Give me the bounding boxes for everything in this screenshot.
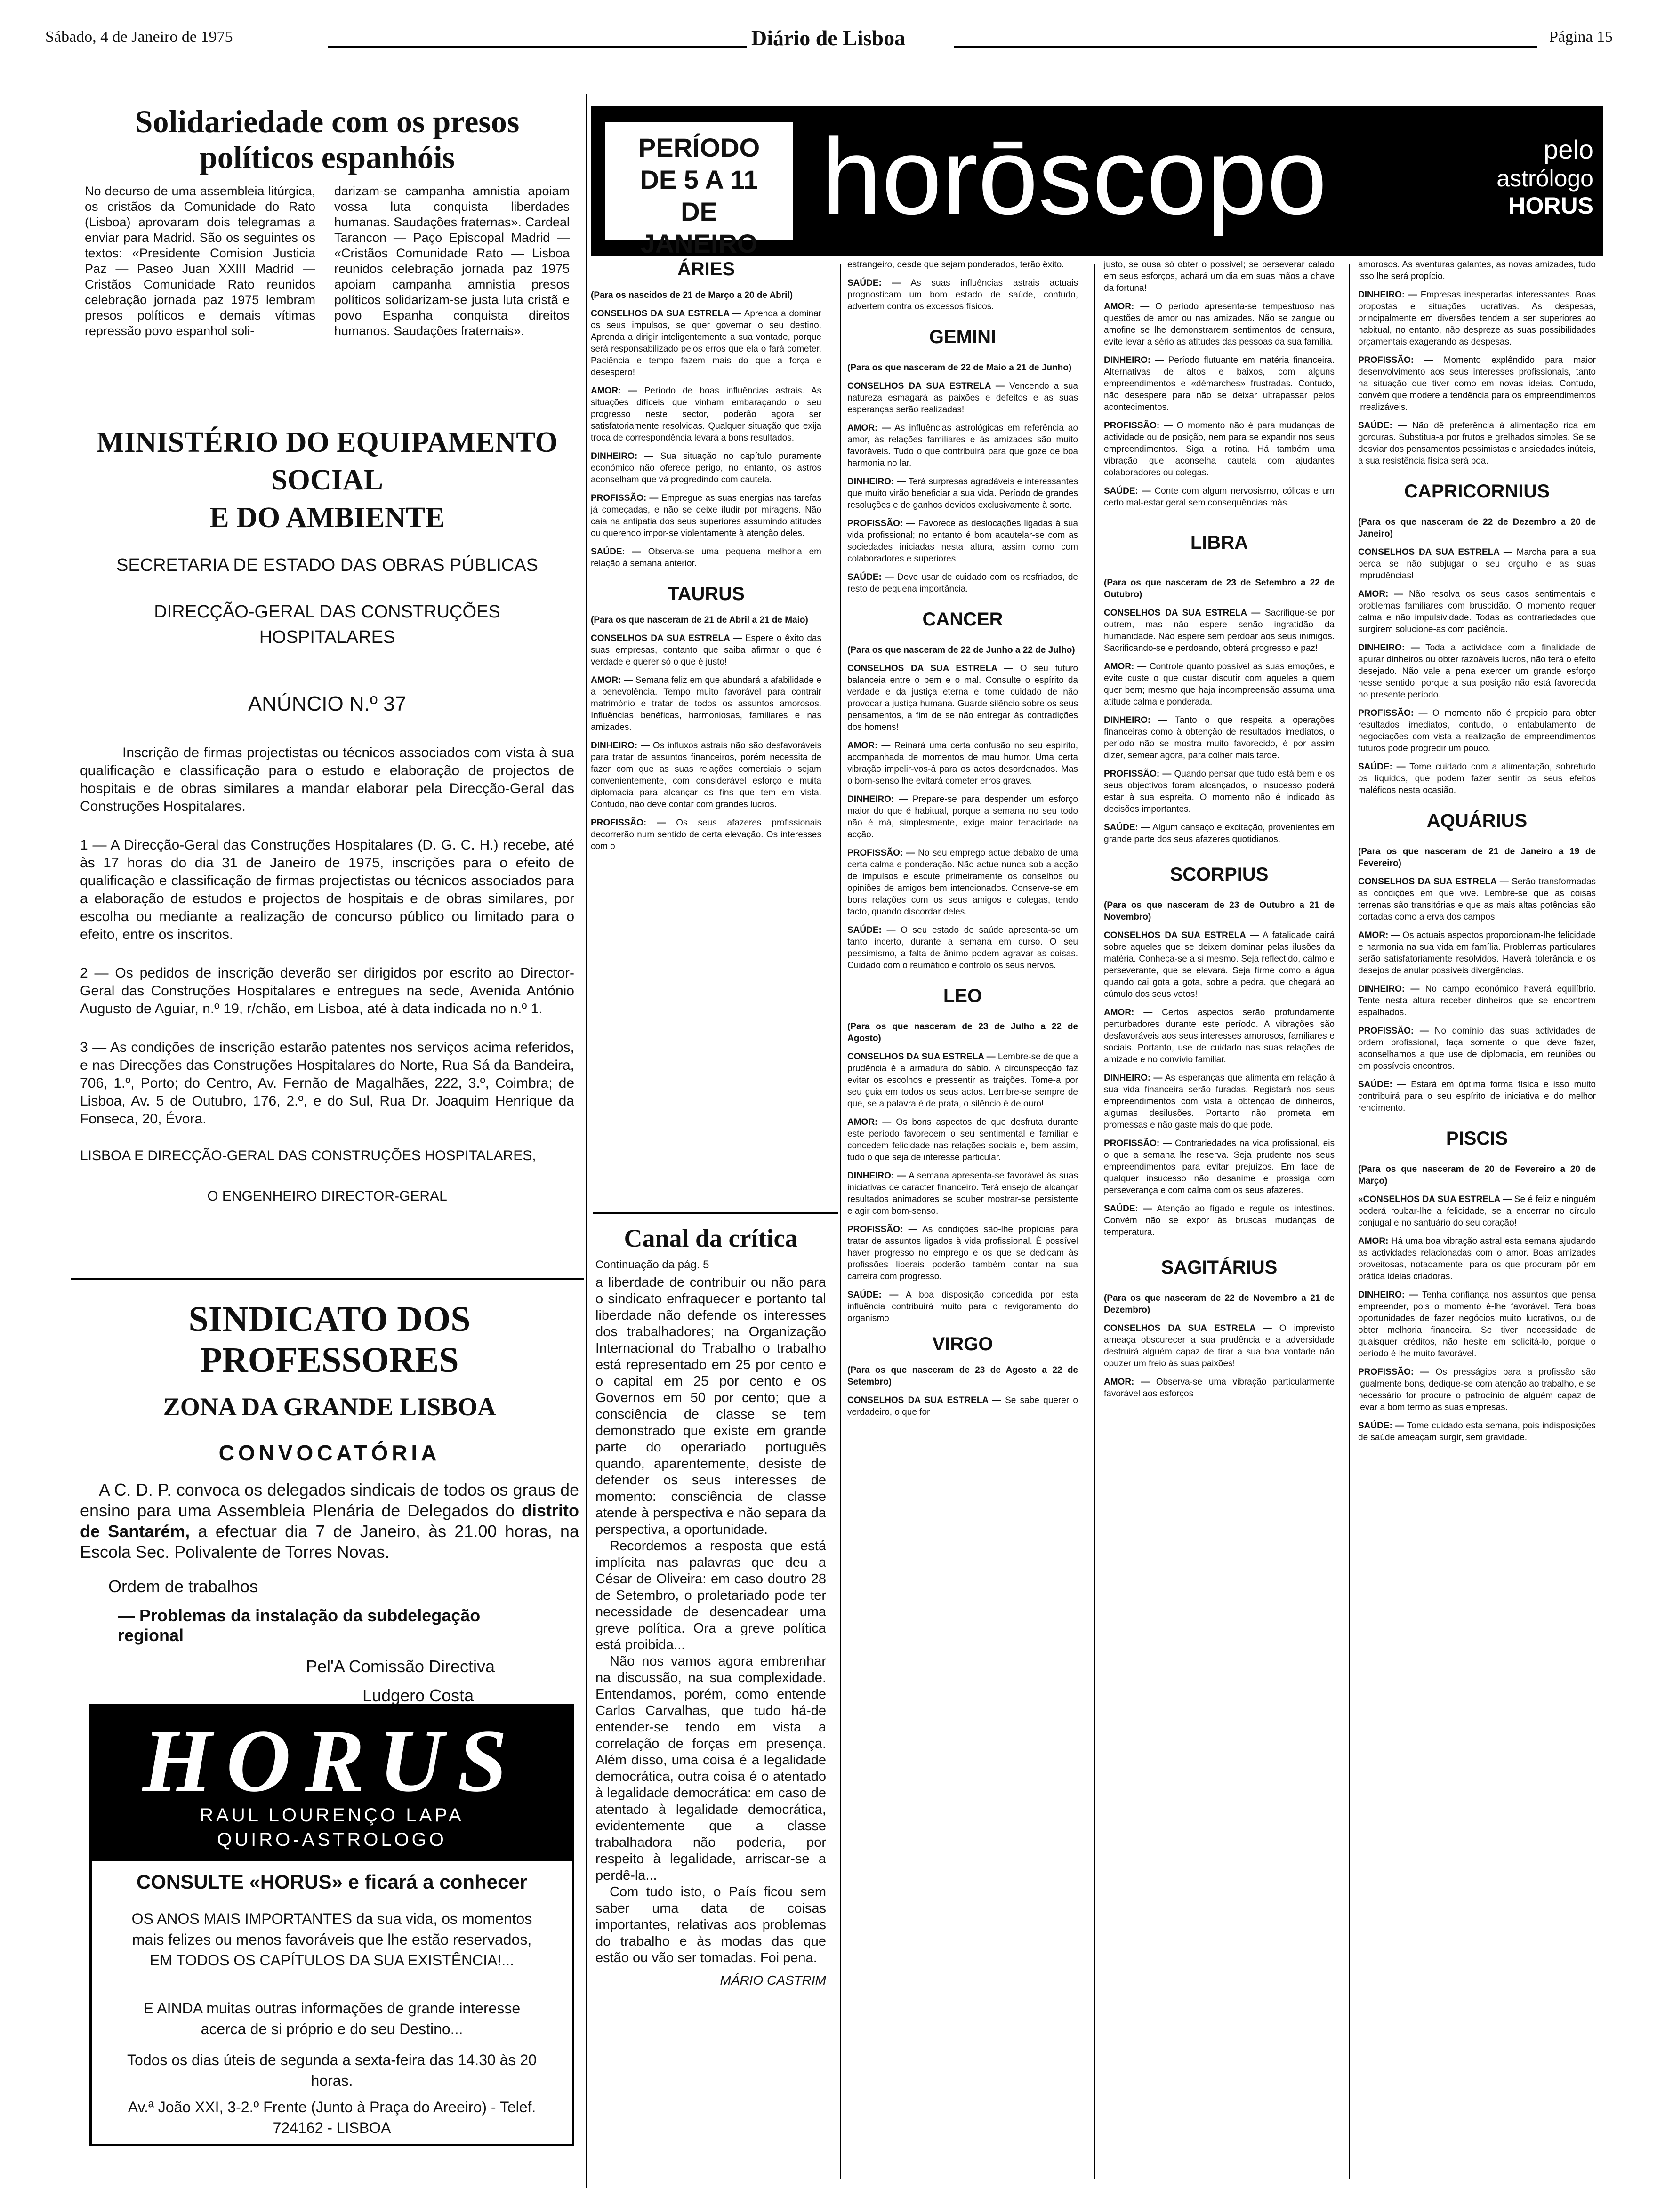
horoscopo-masthead [591,106,1603,256]
conselhos-paragraph: CONSELHOS DA SUA ESTRELA — Serão transformadas as condições em que vive. Lembre-se que as coisas terrenas são transitórias e que as mais altas potências são cortadas como a erva dos campos! [1358,877,1596,922]
profissao-paragraph: PROFISSÃO: — Empregue as suas energias nas tarefas já começadas, e não se deixe iludir por miragens. Não caia na antipatia dos seus superiores assumindo atitudes ou querendo impor-se violentamente à atenção deles. [591,493,821,538]
amor-paragraph: AMOR: — O período apresenta-se tempestuoso nas questões de amor ou nas amizades. Não se zangue ou amofine se lhe demonstrarem sentimentos de censura, evite levar a sério as atitudes das pessoas da sua família. [1104,302,1335,347]
horoscope-column-1 [591,259,822,1200]
sindicato-subtitle: ZONA DA GRANDE LISBOA [163,1393,496,1421]
ministerio-signature: O ENGENHEIRO DIRECTOR-GERAL [207,1188,447,1204]
sign-dates: (Para os que nasceram de 23 de Agosto a 22 de Setembro) [847,1365,1078,1387]
conselhos-paragraph: CONSELHOS DA SUA ESTRELA — Marcha para a sua perda se não subjugar o seu orgulho e as suas imprudências! [1358,547,1596,581]
conselhos-paragraph: CONSELHOS DA SUA ESTRELA — O imprevisto ameaça obscurecer a sua prudência e a adversidade destruirá alguém capaz de tirar a sua boa vontade não opuzer um freio às suas paixões! [1104,1323,1335,1369]
profissao-paragraph: PROFISSÃO: — Os presságios para a profissão são igualmente bons, dedique-se com atenção ao trabalho, e se necessário for procure o patrocínio de alguém capaz de levar a bom termo as suas empresas. [1358,1367,1596,1412]
amor-paragraph: AMOR: — Período de boas influências astrais. As situações difíceis que vinham embaraçando o seu progresso neste sector, poderão agora ser satisfatoriamente resolvidas. Qualquer situação que exija troca de correspondência levará a bons resultados. [591,386,822,443]
sindicato-convocatoria: CONVOCATÓRIA [218,1441,441,1465]
amor-paragraph: AMOR: — Não resolva os seus casos sentimentais e problemas familiares com bruscidão. O momento requer calma e não impulsividade. Todas as contrariedades que surgirem solucione-as com paciência. [1358,589,1596,634]
solidariedade-col1: No decurso de uma assembleia litúrgica, os cristãos da Comunidade do Rato (Lisboa) aprovaram dois telegramas a enviar para Madrid. São os seguintes os textos: «Presidente Comision Justicia Paz — Paseo Juan XXIII Madrid — Cristãos Comunidade Rato reunidos celebração jornada paz 1975 lembram presos políticos e demais vítimas repressão povo espanhol soli- [85,184,315,338]
dinheiro-paragraph: DINHEIRO: — Tenha confiança nos assuntos que pensa empreender, pois o momento é-lhe favorável. Terá boas oportunidades de fazer negócios muito lucrativos, ou de obter melhoria financeira. Se tiver necessidade de quaisquer créditos, não hesite em solicitá-lo, porque o período é-lhe muito favorável. [1358,1290,1596,1359]
profissao-paragraph: PROFISSÃO: — Favorece as deslocações ligadas à sua vida profissional; no entanto é bom acautelar-se com as sociedades iniciadas nesta altura, assim como com colaboradores e superiores. [847,519,1078,564]
horus-logo: HORUS [142,1712,522,1811]
profissao-paragraph: PROFISSÃO: — Momento explêndido para maior desenvolvimento aos seus interesses profissionais, tanto na situação que tiver como em novas ideias. Contudo, convém que modere a tendência para os empreendimentos irrealizáveis. [1358,355,1596,412]
sign-title-piscis: PISCIS [1446,1128,1508,1149]
profissao-paragraph: PROFISSÃO: — Os seus afazeres profissionais decorrerão num sentido de certa elevação. Os interesses com o [591,818,821,851]
header-paper: Diário de Lisboa [751,26,906,50]
canal-critica-article [595,1224,826,2174]
horus-headline: CONSULTE «HORUS» e ficará a conhecer [136,1871,528,1893]
amor-paragraph: AMOR: — Controle quanto possível as suas emoções, e evite custe o que custar discutir com aqueles a quem quer bem; mesmo que haja incompreensão assuma uma atitude calma e ponderada. [1104,662,1335,707]
conselhos-paragraph: CONSELHOS DA SUA ESTRELA — Vencendo a sua natureza esmagará as paixões e defeitos e as suas esperanças serão realizadas! [847,381,1078,415]
ministerio-direccao: DIRECÇÃO-GERAL DAS CONSTRUÇÕES HOSPITALARES [154,602,500,647]
ministerio-closing: LISBOA E DIRECÇÃO-GERAL DAS CONSTRUÇÕES HOSPITALARES, [80,1148,536,1163]
sign-dates: (Para os que nasceram de 22 de Novembro a 21 de Dezembro) [1104,1293,1335,1315]
horoscope-column-3 [1104,259,1335,2179]
profissao-paragraph: PROFISSÃO: — Contrariedades na vida profissional, eis o que a semana lhe reserva. Seja prudente nos seus empreendimentos para evitar prejuízos. Em face de qualquer insucesso não desanime e prossiga com perseverança e com calma com os seus afazeres. [1104,1138,1335,1195]
saude-paragraph: SAÚDE: — Conte com algum nervosismo, cólicas e um certo mal-estar geral sem consequências más. [1104,486,1335,508]
horus-role: QUIRO-ASTROLOGO [217,1829,447,1850]
amor-paragraph: AMOR: — Os bons aspectos de que desfruta durante este período favorecem o seu sentimental e familiar e concedem felicidade nas relações sociais e, bem assim, tudo o que seja de interesse particular. [847,1117,1078,1162]
sign-title-gemini: GEMINI [929,327,997,347]
sign-title-aries: ÁRIES [677,259,735,280]
solidariedade-article [85,104,570,433]
dinheiro-paragraph: DINHEIRO: — Período flutuante em matéria financeira. Alternativas de altos e baixos, com alguns empreendimentos e «démarches» frustradas. Contudo, não desespere para não se deixar ultrapassar pelos acontecimentos. [1104,355,1335,412]
ministerio-intro: Inscrição de firmas projectistas ou técnicos associados com vista à sua qualificação e classificação para o estudo e elaboração de projectos de hospitais e de obras similares a mandar elaborar pela Direcção-Geral das Construções Hospitalares. [80,745,574,814]
profissao-paragraph: PROFISSÃO: — No seu emprego actue debaixo de uma certa calma e ponderação. Não actue nunca sob a acção de impulsos e escute primeiramente os conselhos ou opiniões de amigos bem intencionados. Conserve-se em bons relações com os seus amigos e colegas, tendo tacto, quando discordar deles. [847,848,1078,917]
conselhos-paragraph: «CONSELHOS DA SUA ESTRELA — Se é feliz e ninguém poderá roubar-lhe a felicidade, se a encerrar no círculo conjugal e no santuário do seu coração! [1358,1194,1596,1228]
sign-dates: (Para os que nasceram de 23 de Setembro a 22 de Outubro) [1104,578,1335,600]
dinheiro-paragraph: DINHEIRO: — Sua situação no capítulo puramente económico não oferece perigo, no entanto, os astros aconselham que vá progredindo com cautela. [591,451,821,485]
horus-logo-band [92,1706,572,1861]
sign-title-aquarius: AQUÁRIUS [1426,810,1528,831]
amor-paragraph: AMOR: — Semana feliz em que abundará a afabilidade e a benevolência. Tempo muito favorável para contrair matrimónio e tratar de todos os assuntos amorosos. Influências benéficas, harmoniosas, familiares e nas amizades. [591,675,821,732]
dinheiro-paragraph: DINHEIRO: — A semana apresenta-se favorável às suas iniciativas de carácter financeiro. Terá ensejo de alcançar resultados animadores se souber mostrar-se persistente e agir com bom-senso. [847,1171,1078,1216]
virgo-lead: justo, se ousa só obter o possível; se perseverar calado em seus esforços, achará um dia em suas mãos a chave da fortuna! [1104,260,1335,293]
horoscopo-title: horōscopo [821,116,1327,237]
sindicato-text-bold: distrito de Santarém, [80,1501,579,1541]
sign-dates: (Para os que nasceram de 23 de Outubro a 21 de Novembro) [1104,900,1335,922]
dinheiro-paragraph: DINHEIRO: — No campo económico haverá equilíbrio. Tente nesta altura receber dinheiros que se encontrem espalhados. [1358,984,1596,1018]
ministerio-title: MINISTÉRIO DO EQUIPAMENTO SOCIAL [97,426,558,496]
sindicato-text-before: A C. D. P. convoca os delegados sindicais de todos os graus de ensino para uma Assembleia Plenária de Delegados do [80,1480,579,1520]
horoscopo-period: PERÍODO DE 5 A 11 DE JANEIRO [638,133,760,258]
ministerio-item: 1 — A Direcção-Geral das Construções Hospitalares (D. G. C. H.) recebe, até às 17 horas do dia 31 de Janeiro de 1975, inscrições para o efeito de qualificação e classificação de firmas projectistas ou técnicos associados para a elaboração de estudos e projectos de hospitais e de obras similares, por escolha ou mediante a realização de concurso público ou limitado para o efeito, entre os inscritos. [80,837,574,942]
gemini-lead: estrangeiro, desde que sejam ponderados, terão êxito. [847,260,1064,270]
ministerio-title-2: E DO AMBIENTE [209,502,445,534]
saude-paragraph: SAÚDE: — Observa-se uma pequena melhoria em relação à semana anterior. [591,547,821,569]
horus-address: Av.ª João XXI, 3-2.º Frente (Junto à Praça do Areeiro) - Telef. 724162 - LISBOA [128,2099,536,2136]
header-rule [954,46,1537,48]
horoscope-column-2 [847,259,1078,2179]
sign-title-virgo: VIRGO [932,1334,993,1354]
saude-paragraph: SAÚDE: — As suas influências astrais actuais prognosticam um bom estado de saúde, contudo, advertem contra os excessos físicos. [847,278,1078,312]
sign-title-capricornius: CAPRICORNIUS [1404,481,1550,502]
amor-paragraph: AMOR: Há uma boa vibração astral esta semana ajudando as actividades relacionadas com o amor. Boas amizades proveitosas, notadamente, para os que procuram pôr em prática ideias criadoras. [1358,1236,1596,1282]
conselhos-paragraph: CONSELHOS DA SUA ESTRELA — Sacrifique-se por outrem, mas não espere senão ingratidão da humanidade. Não espere sem perdoar aos seus inimigos. Sacrificando-se e perdoando, obterá progresso e paz! [1104,608,1335,653]
sign-dates: (Para os nascidos de 21 de Março a 20 de Abril) [591,290,793,300]
saude-paragraph: SAÚDE: — O seu estado de saúde apresenta-se um tanto incerto, durante a semana em curso. O seu pessimismo, a falta de ânimo podem agravar as coisas. Cuidado com o reumático e controlo os seus nervos. [847,925,1078,970]
section-divider [71,1278,584,1280]
solidariedade-col2: darizam-se campanha amnistia apoiam vossa luta conquista liberdades humanas. Saudações fraternas». Cardeal Tarancon — Paço Episcopal Madrid — «Cristãos Comunidade Rato — Lisboa reunidos celebração jornada paz 1975 apoiam campanha amnistia presos políticos solidarizam-se justa luta cristã e povo Espanha conquista direitos humanos. Saudações fraternais». [334,184,570,338]
amor-paragraph: AMOR: — Reinará uma certa confusão no seu espírito, acompanhada de momentos de mau humor. Uma certa vibração impelir-vos-á para os actos desordenados. Mas o bom-senso lhe evitará cometer erros graves. [847,741,1078,786]
sign-title-libra: LIBRA [1190,532,1248,553]
canal-p4: Com tudo isto, o País ficou sem saber uma data de coisas importantes, relativas aos problemas do trabalho e às modas das que estão ou vão ser tomadas. Foi pena. [595,1884,826,1965]
profissao-paragraph: PROFISSÃO: — No domínio das suas actividades de ordem profissional, faça somente o que deve fazer, aconselhamos a que use de diplomacia, em reuniões ou em possíveis encontros. [1358,1026,1596,1071]
horoscope-column-4 [1358,259,1596,2179]
sign-dates: (Para os que nasceram de 21 de Janeiro a 19 de Fevereiro) [1358,847,1596,868]
dinheiro-paragraph: DINHEIRO: — Os influxos astrais não são desfavoráveis para tratar de assuntos financeiros, porém necessita de fazer com que as suas relações comerciais o sejam convenientemente, com considerável esforço e muita diplomacia para alcançar os fins que tem em vista. Contudo, não deve contar com grandes lucros. [591,741,821,809]
horoscopo-by3: HORUS [1508,192,1593,219]
sindicato-notice [80,1299,579,1705]
conselhos-paragraph: CONSELHOS DA SUA ESTRELA — Lembre-se de que a prudência é a armadura do sábio. A circunspecção faz evitar os escolhos e pressentir as traições. Tome-a por seu guia em todos os seus actos. Lembre-se sempre de que, se a palavra é de prata, o silêncio é de ouro! [847,1052,1078,1109]
dinheiro-paragraph: DINHEIRO: — As esperanças que alimenta em relação à sua vida financeira serão furadas. Registará nos seus empreendimentos com vista a obtenção de dinheiros, algumas desilusões. Portanto não prometa em promessas e não gaste mais do que pode. [1104,1073,1335,1130]
amor-paragraph: AMOR: — Os actuais aspectos proporcionam-lhe felicidade e harmonia na sua vida em família. Problemas particulares serão satisfatoriamente resolvidos. Haverá tolerância e os desejos de anular possíveis divergências. [1358,930,1596,976]
saude-paragraph: SAÚDE: — Atenção ao fígado e regule os intestinos. Convém não se expor às bruscas mudanças de temperatura. [1104,1204,1335,1237]
amor-paragraph: AMOR: — Certos aspectos serão profundamente perturbadores durante este período. A vibrações são desfavoráveis aos seus interesses amorosos, familiares e sociais. Portanto, use de cuidado nas suas relações de amizade e no convívio familiar. [1104,1008,1335,1065]
dinheiro-paragraph: DINHEIRO: — Prepare-se para despender um esforço maior do que é habitual, porque a semana no seu todo não é má, simplesmente, exige maior tenacidade na acção. [847,794,1078,840]
conselhos-paragraph: CONSELHOS DA SUA ESTRELA — A fatalidade cairá sobre aqueles que se deixem dominar pelas ilusões da matéria. Conheça-se a si mesmo. Seja reflectido, calmo e perseverante, que se elevará. Seja firme como a água quando cai gota a gota, sobre a pedra, que chegará ao cúmulo dos seus votos! [1104,930,1335,999]
column-divider [586,94,587,2188]
profissao-paragraph: PROFISSÃO: — O momento não é propício para obter resultados imediatos, contudo, o entabulamento de negociações com vista a realização de empreendimentos futuros pode progredir um pouco. [1358,708,1596,753]
horoscopo-by2: astrólogo [1496,165,1593,192]
column-divider [1349,264,1350,2179]
amor-paragraph: AMOR: — Observa-se uma vibração particularmente favorável aos esforços [1104,1377,1335,1399]
sign-dates: (Para os que nasceram de 21 de Abril a 21 de Maio) [591,615,808,625]
ministerio-anuncio: ANÚNCIO N.º 37 [248,692,407,715]
sign-dates: (Para os que nasceram de 20 de Fevereiro a 20 de Março) [1358,1164,1596,1186]
sign-title-taurus: TAURUS [668,584,745,604]
column-divider [840,264,841,2179]
sindicato-ordem-item: — Problemas da instalação da subdelegação regional [118,1606,481,1645]
sign-dates: (Para os que nasceram de 22 de Dezembro a 20 de Janeiro) [1358,517,1596,539]
conselhos-paragraph: CONSELHOS DA SUA ESTRELA — Espere o êxito das suas empresas, contanto que saiba afirmar o que é verdade e querer só o que é justo! [591,633,822,667]
horoscopo-period-box [605,122,793,258]
sign-title-sagitarius: SAGITÁRIUS [1161,1257,1278,1278]
dinheiro-paragraph: DINHEIRO: — Empresas inesperadas interessantes. Boas propostas e situações lucrativas. As despesas, principalmente em diversões tendem a ser superiores ao habitual, no entanto, não despreze as suas possibilidades orçamentais exagerando as despesas. [1358,290,1596,347]
horus-name: RAUL LOURENÇO LAPA [200,1805,464,1826]
page-header [45,25,1613,54]
header-rule [328,46,747,48]
conselhos-paragraph: CONSELHOS DA SUA ESTRELA — Aprenda a dominar os seus impulsos, se quer governar o seu destino. Aprenda a dirigir inteligentemente a sua vontade, porque será responsabilizado pelos erros que ela o fará cometer. Paciência e tempo fazem mais do que a força e desespero! [591,309,822,377]
sign-title-leo: LEO [943,986,982,1006]
profissao-paragraph: PROFISSÃO: — O momento não é para mudanças de actividade ou de posição, nem para se expandir nos seus empreendimentos. Siga a rotina. Há também uma vibração que aconselha cautela com ajudantes colaboradores ou colegas. [1104,421,1335,478]
sign-dates: (Para os que nasceram de 23 de Julho a 22 de Agosto) [847,1022,1078,1043]
conselhos-paragraph: CONSELHOS DA SUA ESTRELA — O seu futuro balanceia entre o bem e o mal. Consulte o espírito da verdade e da justiça eterna e tome cuidado de não provocar a justiça humana. Guarde silêncio sobre os seus pensamentos, a fim de se não entregar às contradições dos homens! [847,664,1078,732]
horoscopo-byline [1448,134,1593,219]
dinheiro-paragraph: DINHEIRO: — Terá surpresas agradáveis e interessantes que muito virão beneficiar a sua vida. Período de grandes resoluções e de ganhos devidos exclusivamente à sorte. [847,477,1078,510]
sign-dates: (Para os que nasceram de 22 de Junho a 22 de Julho) [847,645,1075,655]
canal-p2: Recordemos a resposta que está implícita nas palavras que deu a César de Oliveira: em caso doutro 28 de Setembro, o proletariado pode ter necessidade de desencadear uma greve política. Ora a greve política está proibida... [595,1539,826,1652]
saude-paragraph: SAÚDE: — Algum cansaço e excitação, provenientes em grande parte dos seus afazeres quotidianos. [1104,823,1335,844]
sindicato-nome: Ludgero Costa [362,1686,474,1705]
horoscopo-by1: pelo [1544,135,1593,164]
saude-paragraph: SAÚDE: — Deve usar de cuidado com os resfriados, de resto de pequena importância. [847,572,1078,594]
ministerio-item: 3 — As condições de inscrição estarão patentes nos serviços acima referidos, e nas Direcções das Construções Hospitalares do Norte, Rua Sá da Bandeira, 706, 1.º, Porto; do Centro, Av. Fernão de Magalhães, 222, 3.º, Coimbra; de Lisboa, Av. 5 de Outubro, 176, 2.º, e do Sul, Rua Dr. Joaquim Henrique da Fonseca, 20, Évora. [80,1040,574,1127]
ministerio-announcement [80,424,574,1261]
saude-paragraph: SAÚDE: — A boa disposição concedida por esta influência contribuirá muito para o revigoramento do organismo [847,1290,1078,1323]
canal-continuation: Continuação da pág. 5 [595,1258,709,1271]
sindicato-comissao: Pel'A Comissão Directiva [306,1657,495,1676]
sign-dates: (Para os que nasceram de 22 de Maio a 21 de Junho) [847,363,1072,373]
sindicato-title: SINDICATO DOS PROFESSORES [188,1299,471,1380]
horus-p1: OS ANOS MAIS IMPORTANTES da sua vida, os momentos mais felizes ou menos favoráveis que lhe estão reservados, EM TODOS OS CAPÍTULOS DA SUA EXISTÊNCIA!... [131,1910,532,1969]
dinheiro-paragraph: DINHEIRO: — Toda a actividade com a finalidade de apurar dinheiros ou obter razoáveis lucros, não terá o efeito desejado. Não vale a pena exercer um grande esforço nesse sentido, porque a sua posição não está favorecida no presente período. [1358,643,1596,700]
saude-paragraph: SAÚDE: — Tome cuidado esta semana, pois indisposições de saúde ameaçam surgir, sem gravidade. [1358,1421,1596,1443]
column-divider [1094,264,1095,2179]
sindicato-text-after: a efectuar dia 7 de Janeiro, às 21.00 horas, na Escola Sec. Polivalente de Torres Novas. [80,1522,579,1562]
horus-advertisement [89,1704,574,2146]
section-divider [593,1212,838,1214]
sindicato-ordem: Ordem de trabalhos [108,1577,258,1596]
sindicato-text [80,1480,579,1563]
conselhos-paragraph: CONSELHOS DA SUA ESTRELA — Se sabe querer o verdadeiro, o que for [847,1395,1078,1417]
profissao-paragraph: PROFISSÃO: — As condições são-lhe propícias para tratar de assuntos ligados à vida profissional. É possível haver progresso no emprego e os que se dedicam às profissões liberais poderão também contar na sua carreira com progresso. [847,1225,1078,1282]
saude-paragraph: SAÚDE: — Estará em óptima forma física e isso muito contribuirá para o seu espírito de iniciativa e do melhor rendimento. [1358,1080,1596,1113]
sign-title-scorpius: SCORPIUS [1170,864,1269,885]
ministerio-secretaria: SECRETARIA DE ESTADO DAS OBRAS PÚBLICAS [116,555,539,575]
canal-author: MÁRIO CASTRIM [720,1973,826,1988]
sagitarius-lead: amorosos. As aventuras galantes, as novas amizades, tudo isso lhe será propício. [1358,260,1596,281]
saude-paragraph: SAÚDE: — Tome cuidado com a alimentação, sobretudo os líquidos, que podem fazer sentir os seus efeitos maléficos nesta ocasião. [1358,762,1596,795]
amor-paragraph: AMOR: — As influências astrológicas em referência ao amor, às relações familiares e às amizades são muito favoráveis. Tudo o que contribuirá para que goze de boa harmonia no lar. [847,423,1078,468]
canal-p3: Não nos vamos agora embrenhar na discussão, na sua complexidade. Entendamos, porém, como entende Carlos Carvalhas, que tudo há-de entender-se tendo em vista a correlação de forças em presença. Além disso, uma coisa é a legalidade democrática, outra coisa é o atentado à legalidade democrática: em caso de atentado à legalidade democrática, evidentemente que a classe trabalhadora não poderia, por respeito à legalidade, arriscar-se a perdê-la... [595,1654,826,1883]
profissao-paragraph: PROFISSÃO: — Quando pensar que tudo está bem e os seus objectivos foram alcançados, o insucesso poderá estar à sua espreita. O momento não é indicado às decisões importantes. [1104,769,1335,814]
solidariedade-title: Solidariedade com os presos políticos espanhóis [135,104,520,175]
horus-p3: Todos os dias úteis de segunda a sexta-feira das 14.30 às 20 horas. [127,2052,537,2089]
ministerio-item: 2 — Os pedidos de inscrição deverão ser dirigidos por escrito ao Director-Geral das Construções Hospitalares e entregues na sede, Avenida António Augusto de Aguiar, n.º 19, r/chão, em Lisboa, até à data indicada no n.º 1. [80,965,574,1017]
header-date: Sábado, 4 de Janeiro de 1975 [45,28,233,46]
header-page: Página 15 [1549,28,1613,46]
sign-title-cancer: CANCER [922,609,1003,630]
horus-p2: E AINDA muitas outras informações de grande interesse acerca de si próprio e do seu Destino... [143,2000,521,2037]
dinheiro-paragraph: DINHEIRO: — Tanto o que respeita a operações financeiras como à obtenção de resultados imediatos, o período não se mostra muito favorecido, é por assim dizer, semear agora, para colher mais tarde. [1104,715,1335,761]
canal-title: Canal da crítica [624,1224,798,1252]
canal-p1: a liberdade de contribuir ou não para o sindicato enfraquecer e portanto tal liberdade não defende os interesses dos trabalhadores; na Organização Internacional do Trabalho o trabalho está representado em 25 por cento e o capital em 25 por cento e os Governos em 50 por cento; que a consciência de classe se tem demonstrado que existe em grande parte do operariado português quando, aparentemente, desiste de defender os seus interesses de momento: consciência de classe atende à perspectiva e não separa da perspectiva, a oportunidade. [595,1275,826,1537]
saude-paragraph: SAÚDE: — Não dê preferência à alimentação rica em gorduras. Substitua-a por frutos e grelhados simples. Se se desviar dos pensamentos pessimistas e ansiedades inúteis, a sua resistência física será boa. [1358,421,1596,466]
